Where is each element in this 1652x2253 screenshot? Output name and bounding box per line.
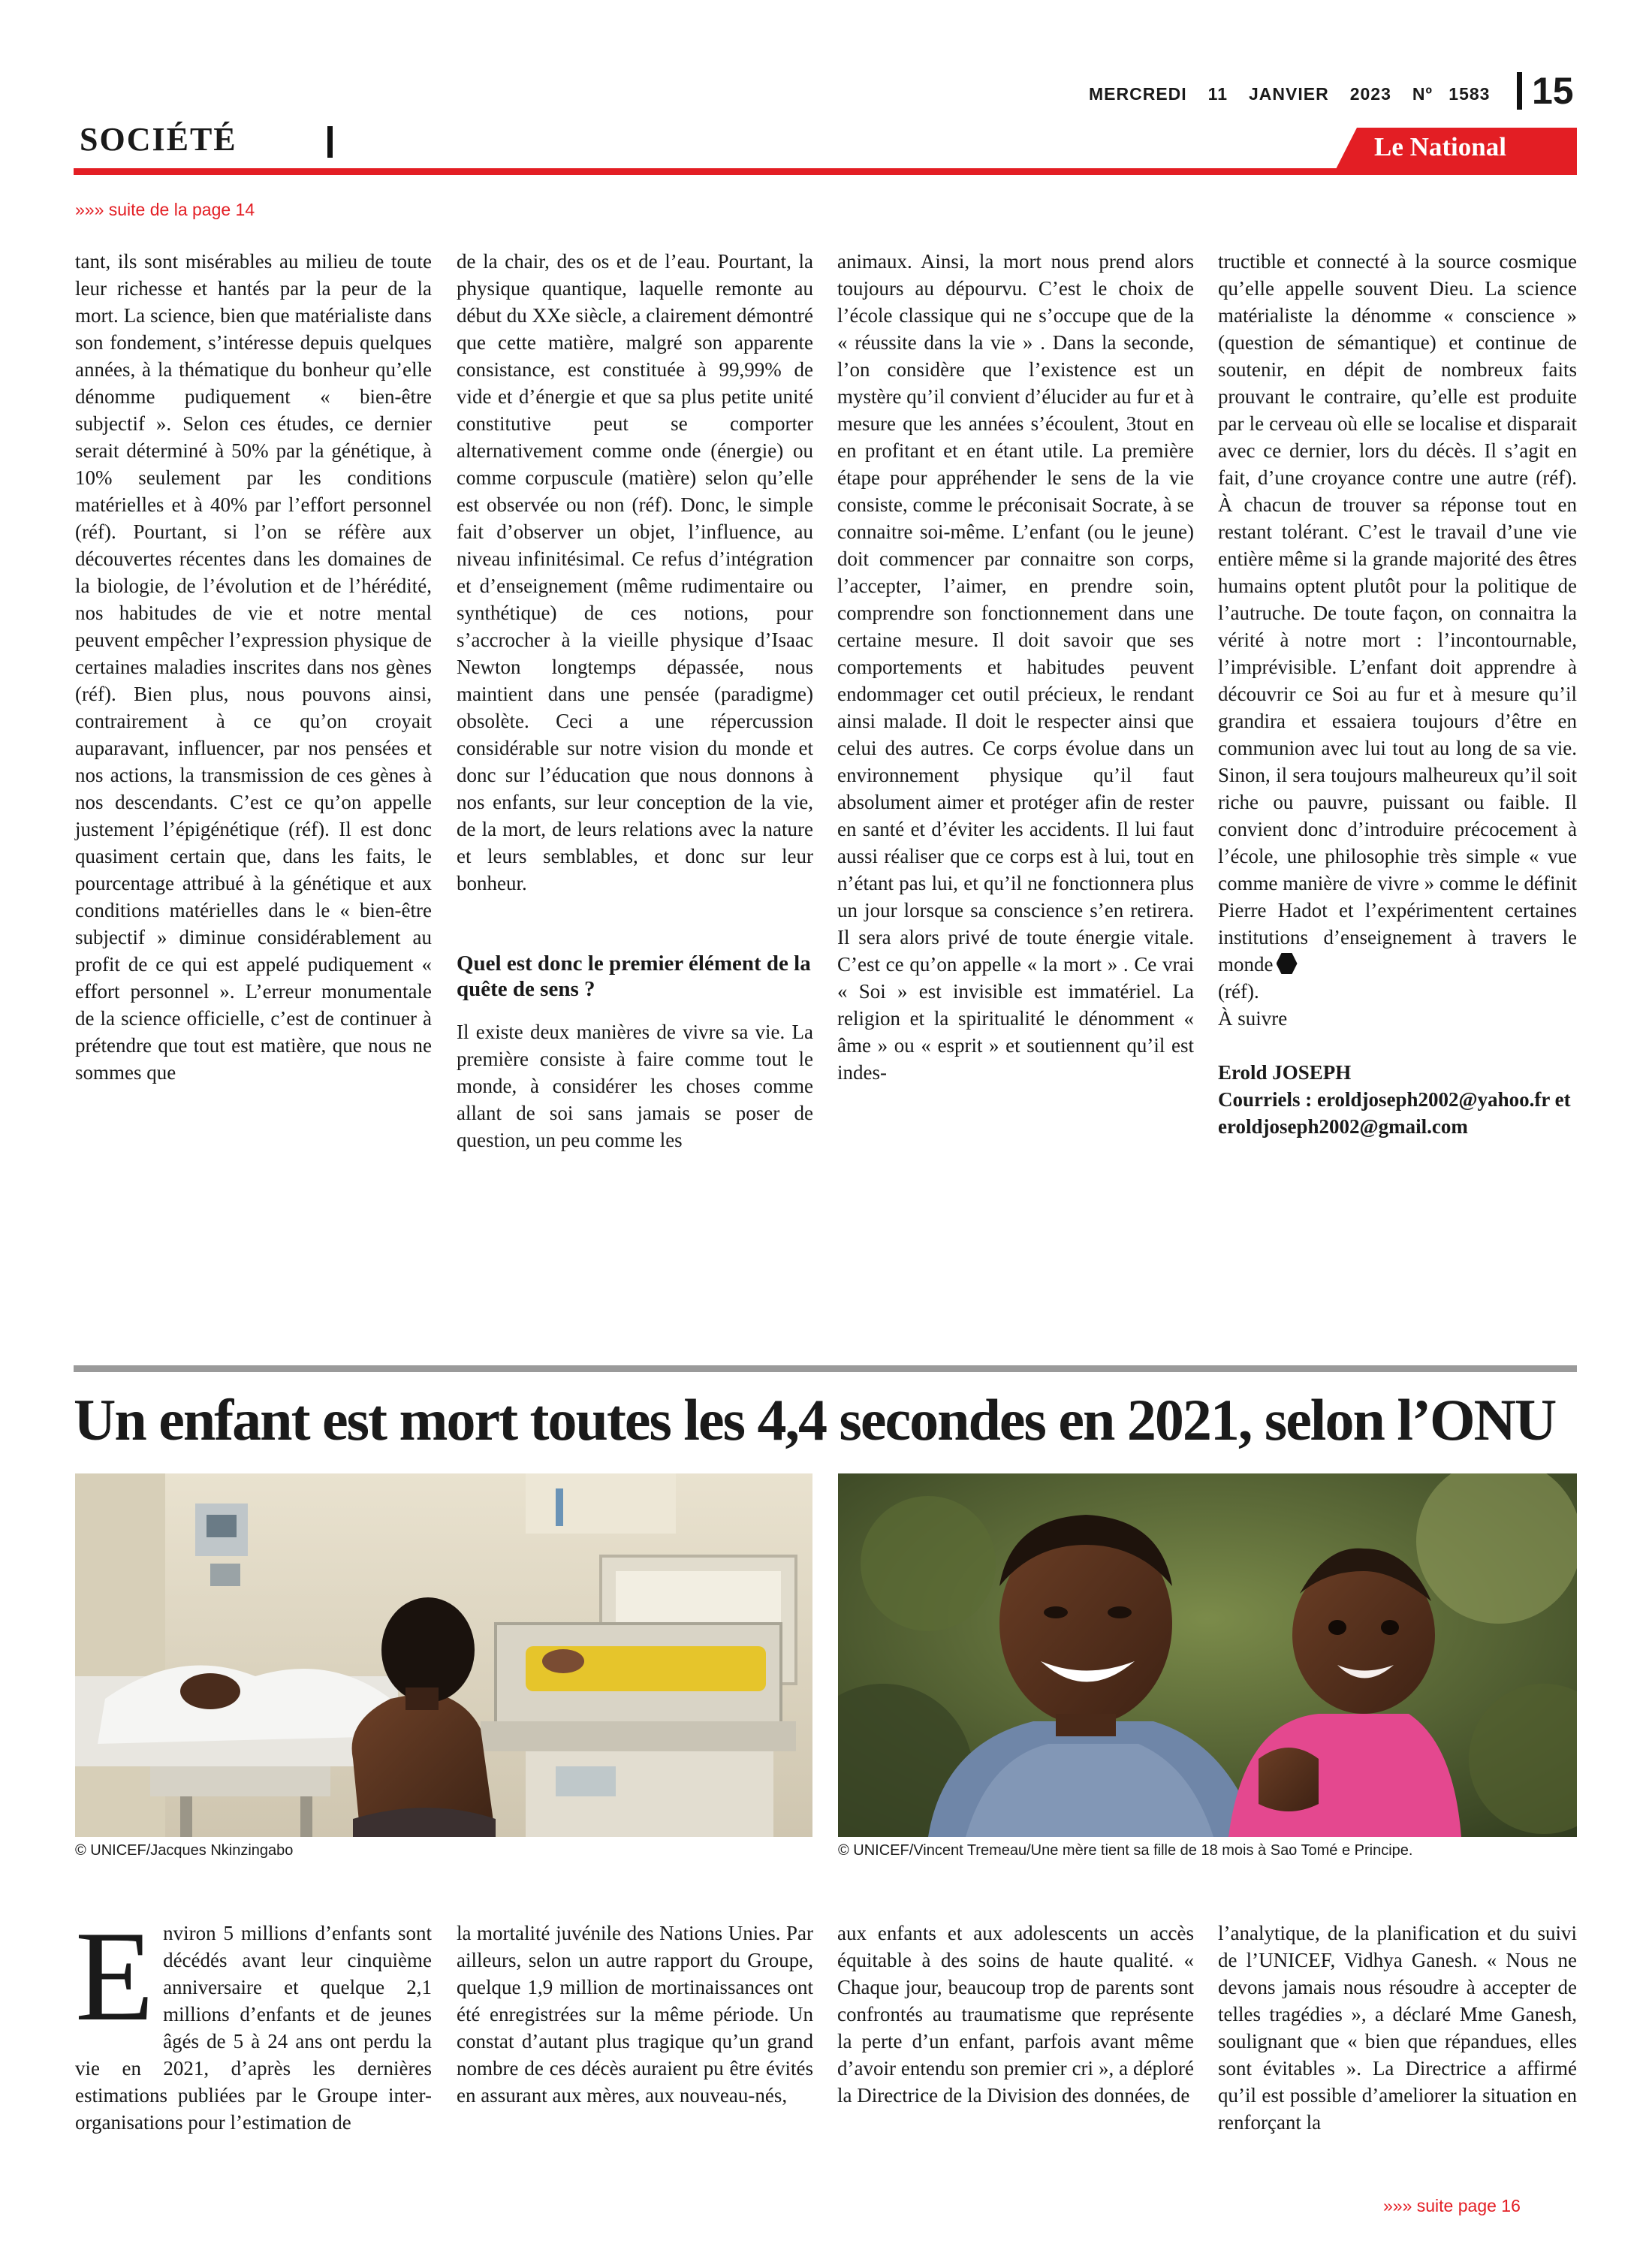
header-divider — [1517, 72, 1522, 110]
author-emails: Courriels : eroldjoseph2002@yahoo.fr et eroldjoseph2002@gmail.com — [1218, 1088, 1571, 1138]
reference-note: (réf). — [1218, 980, 1259, 1003]
brand-logo: Le National — [1374, 132, 1506, 161]
column-text: de la chair, des os et de l’eau. Pourtant, la physique quantique, laquelle remonte au début du XXe siècle, a clairement démontré que cette matière, malgré son apparente consistance, est constituée à 99,99% de vide et d’énergie et que sa plus petite unité constitutive peut se comporter alternativement comme onde (énergie) ou comme corpuscule (matière) selon qu’elle est observée ou non (réf). Donc, le simple fait d’observer un objet, l’influence, au niveau infinitésimal. Ce refus d’intégration et d’enseignement (même rudimentaire ou synthétique) de ces notions, pour s’accrocher à la vieille physique d’Isaac Newton longtemps dépassée, nous maintient dans une pensée (paradigme) obsolète. Ceci a une répercussion considérable sur notre vision du monde et donc sur l’éducation que nous donnons à nos enfants, sur leur conception de la vie, de la mort, de leurs relations avec la nature et leurs semblables, et donc sur leur bonheur. — [457, 250, 813, 894]
photo-caption: © UNICEF/Vincent Tremeau/Une mère tient sa fille de 18 mois à Sao Tomé e Principe. — [838, 1842, 1413, 1859]
article-column-3 — [837, 248, 1194, 1086]
mother-daughter-photo-image — [838, 1473, 1577, 1837]
column-text: tructible et connecté à la source cosmique qu’elle appelle souvent Dieu. La science matérialiste la dénomme « conscience » (question de sémantique) et continue de soutenir, en dépit de nombreux faits prouvant le contraire, qu’elle est produite par le cerveau où elle se localise et disparait avec ce dernier, lors du décès. Il s’agit en fait, d’une croyance contre une autre (réf). À chacun de trouver sa réponse tout en restant tolérant. C’est le travail d’une vie entière même si la grande majorité des êtres humains optent plutôt pour la politique de l’autruche. De toute façon, on connaitra la vérité à notre mort : l’incontournable, l’imprévisible. L’enfant doit apprendre à découvrir ce Soi au fur et à mesure qu’il grandira et essaiera toujours d’être en communion avec lui tout au long de sa vie. Sinon, il sera toujours malheureux qu’il soit riche ou pauvre, puissant ou faible. Il convient donc d’introduire précocement à l’école, une philosophie très simple « vue comme manière de vivre » comme le définit Pierre Hadot et l’expérimentent certaines institutions d’enseignement à travers le monde — [1218, 250, 1577, 976]
date-year: 2023 — [1349, 84, 1391, 104]
column-text: aux enfants et aux adolescents un accès équitable à des soins de haute qualité. « Chaque jour, beaucoup trop de parents sont confrontés au traumatisme que représente la perte d’un enfant, parfois avant même d’avoir entendu son premier cri », a déploré la Directrice de la Division des données, de — [837, 1922, 1194, 2107]
date-month: JANVIER — [1249, 84, 1329, 104]
column-text: animaux. Ainsi, la mort nous prend alors toujours au dépourvu. C’est le choix de l’école classique qui ne s’occupe que de la « réussite dans la vie » . Dans la seconde, l’on considère que l’existence est un mystère qu’il convient d’élucider au fur et à mesure que les années s’écoulent, 3tout en en profitant et en étant utile. La première étape pour appréhender le sens de la vie consiste, comme le préconisait Socrate, à se connaitre soi-même. L’enfant (ou le jeune) doit commencer par connaitre son corps, l’accepter, l’aimer, en prendre soin, comprendre son fonctionnement dans une certaine mesure. Il doit savoir que ses comportements et habitudes peuvent endommager cet outil précieux, le rendant ainsi malade. Il doit le respecter ainsi que celui des autres. Ce corps évolue dans un environnement physique qu’il faut absolument aimer et protéger afin de rester en santé et d’éviter les accidents. Il lui faut aussi réaliser que ce corps est à lui, tout en n’étant pas lui, et qu’il ne fonctionnera plus un jour lorsque sa conscience s’en retirera. Il sera alors privé de toute énergie vitale. C’est ce qu’on appelle « la mort » . Ce vrai « Soi » est invisible est immatériel. La religion et la spiritualité le dénomment « âme » ou « esprit » et soutiennent qu’il est indes- — [837, 250, 1194, 1084]
column-text: Il existe deux manières de vivre sa vie. La première consiste à faire comme tout le monde, à considérer les choses comme allant de soi sans jamais se poser de question, un peu comme les — [457, 1021, 813, 1151]
date-day: MERCREDI — [1089, 84, 1187, 104]
date-number: 11 — [1207, 84, 1228, 104]
story-column-3 — [837, 1920, 1194, 2109]
column-text: la mortalité juvénile des Nations Unies. Par ailleurs, selon un autre rapport du Groupe, quelque 1,9 million de mortinaissances ont été enregistrées sur la même période. Un constat d’autant plus tragique qu’un grand nombre de ces décès auraient pu être évités en assurant aux mères, aux nouveau-nés, — [457, 1922, 813, 2107]
column-text: nviron 5 millions d’enfants sont décédés avant leur cinquième anniversaire et quelque 2,1 millions d’enfants et de jeunes âgés de 5 à 24 ans ont perdu la vie en 2021, d’après les dernières estimations publiées par le Groupe inter-organisations pour l’estimation de — [75, 1922, 432, 2134]
story-column-2 — [457, 1920, 813, 2109]
hospital-photo — [75, 1473, 812, 1837]
continued-from-link[interactable]: »»» suite de la page 14 — [75, 200, 255, 219]
article-headline: Un enfant est mort toutes les 4,4 secondes en 2021, selon l’ONU — [74, 1387, 1556, 1452]
article-divider — [74, 1365, 1577, 1372]
issue-number: Nº 1583 — [1412, 84, 1491, 104]
column-text: l’analytique, de la planification et du suivi de l’UNICEF, Vidhya Ganesh. « Nous ne devons jamais nous résoudre à accepter de telles tragédies », a déclaré Mme Ganesh, soulignant que « bien que répandues, elles sont évitables ». La Directrice a affirmé qu’il est possible d’ameliorer la situation en renforçant la — [1218, 1922, 1577, 2134]
drop-cap: E — [75, 1905, 155, 2048]
story-column-4 — [1218, 1920, 1577, 2136]
issue-date — [1089, 84, 1511, 104]
photo-caption: © UNICEF/Jacques Nkinzingabo — [75, 1842, 294, 1859]
story-column-1 — [75, 1905, 432, 2136]
hospital-photo-image — [75, 1473, 812, 1837]
article-column-4 — [1218, 248, 1577, 1140]
continued-on-link[interactable]: »»» suite page 16 — [1383, 2196, 1521, 2215]
mother-daughter-photo — [838, 1473, 1577, 1837]
to-be-continued: À suivre — [1218, 1007, 1288, 1030]
article-column-1 — [75, 248, 432, 1086]
author-name: Erold JOSEPH — [1218, 1061, 1352, 1084]
section-title: SOCIÉTÉ — [80, 121, 237, 158]
column-text: tant, ils sont misérables au milieu de toute leur richesse et hantés par la peur de la mort. La science, bien que matérialiste dans son fondement, s’intéresse depuis quelques années, à la thématique du bonheur qu’elle dénomme pudiquement « bien-être subjectif ». Selon ces études, ce dernier serait déterminé à 50% par la génétique, à 10% seulement par les conditions matérielles et à 40% par l’effort personnel (réf). Pourtant, si l’on se réfère aux découvertes récentes dans les domaines de la biologie, de l’évolution et de l’hérédité, nos habitudes de vie et notre mental peuvent empêcher l’expression physique de certaines maladies inscrites dans nos gènes (réf). Bien plus, nous pouvons ainsi, contrairement à ce qu’on croyait auparavant, influencer, par nos pensées et nos actions, la transmission de ces gènes à nos descendants. C’est ce qu’on appelle justement l’épigénétique (réf). Il est donc quasiment certain que, dans les faits, le pourcentage attribué à la génétique et aux conditions matérielles dans le « bien-être subjectif » diminue considérablement au profit de ce qui est appelé pudiquement « effort personnel ». L’erreur monumentale de la science officielle, c’est de continuer à prétendre que tout est matière, que nous ne sommes que — [75, 250, 432, 1084]
end-mark-icon — [1277, 953, 1298, 974]
article-column-2 — [457, 248, 813, 1154]
page-number: 15 — [1532, 70, 1574, 112]
section-divider — [327, 126, 333, 158]
subheading: Quel est donc le premier élément de la quête de sens ? — [457, 952, 811, 1001]
